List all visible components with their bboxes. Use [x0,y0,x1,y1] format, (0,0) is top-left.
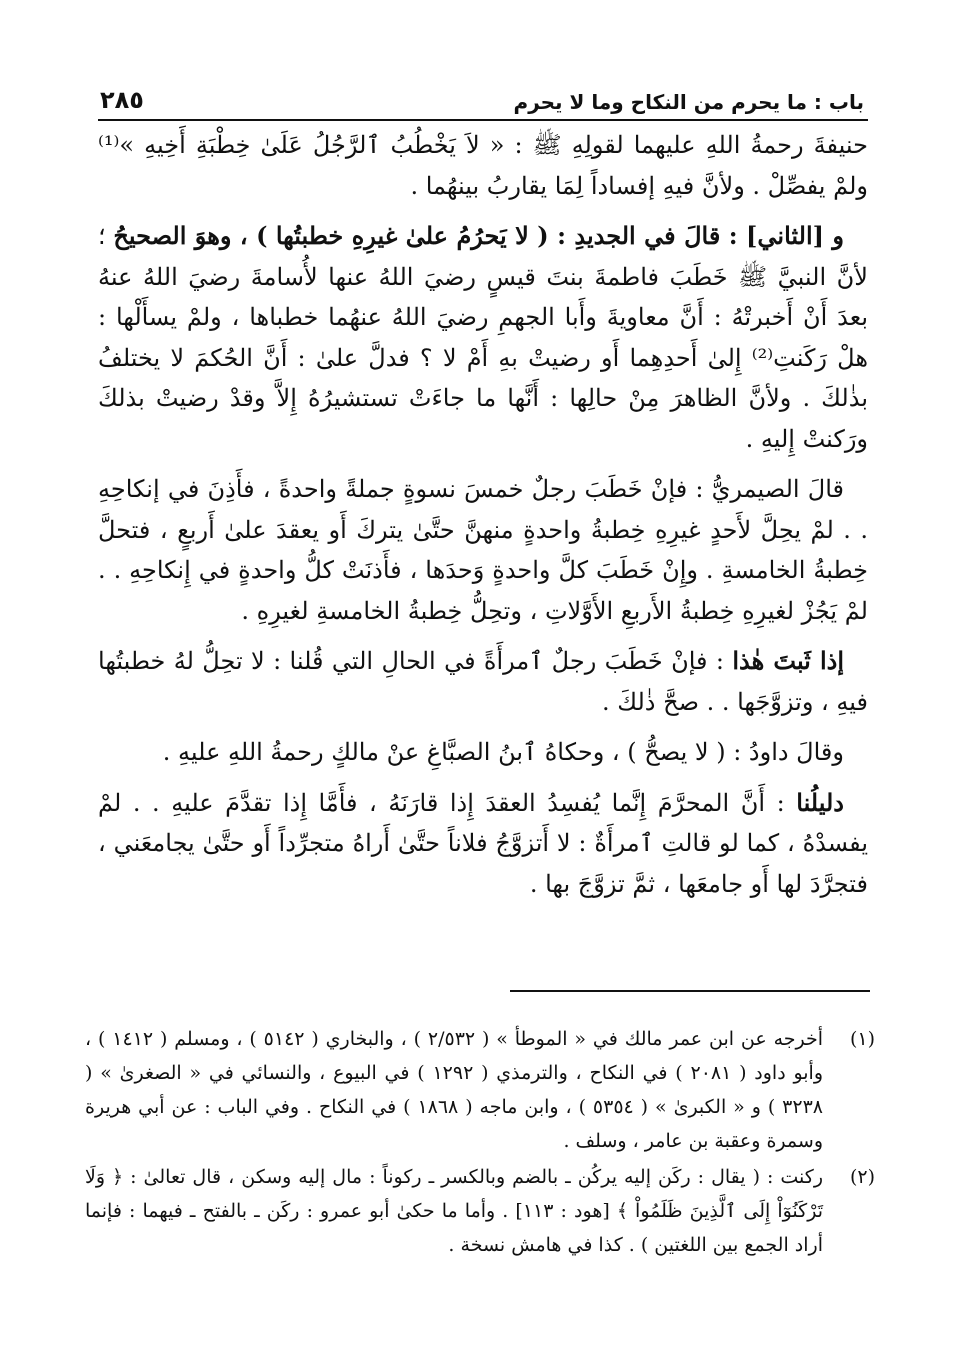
paragraph-4-rest: : فإنْ خَطَبَ رجلٌ ٱمرأَةً في الحالِ التي قُلنا : لا تحِلُّ لهُ خطبتُها فيهِ ، وتزوَّجَها . . صحَّ ذٰلكَ . [98,647,868,716]
paragraph-5: وقالَ داودُ : ( لا يصحُّ ) ، وحكاهُ ٱبنُ الصبَّاغِ عنْ مالكٍ رحمةُ اللهِ عليهِ . [162,738,844,766]
footnote-2 [85,1160,875,1262]
paragraph-6-lead: دليلُنا [796,787,844,817]
header-rule [98,119,868,121]
paragraph-2 [98,216,868,459]
page-header [100,88,864,118]
main-text [98,125,868,914]
paragraph-4-lead: إذا ثَبتَ هٰذا [732,646,844,675]
footnote-1 [85,1022,875,1158]
footnote-1-number: (١) [849,1028,875,1050]
paragraph-2-lead: و [الثاني] : قالَ في الجديدِ : ( لا يَحرُمُ علىٰ غيرِهِ خطبتُها ) ، [231,221,844,250]
paragraph-6-rest: : أَنَّ المحرَّمَ إِنَّما يُفسِدُ العقدَ إِذا قارَنَهُ ، فأَمَّا إِذا تقدَّمَ عليهِ . . لمْ يفسدْهُ ، كما لو قالتِ ٱمرأَةٌ : لا أَتزوَّجُ فلاناً حتَّىٰ أَراهُ متجرِّداً أَو حتَّىٰ يجامعَني ، فتجرَّدَ لها أَو جامعَها ، ثمَّ تزوَّجَ بها . [98,788,868,898]
paragraph-2-rest: ؛ لأنَّ النبيَّ ﷺ خَطَبَ فاطمةَ بنتَ قيسٍ رضيَ اللهُ عنها لأُسامةَ رضيَ اللهُ عنهُ بعدَ أَنْ أَخبرتْهُ : أَنَّ معاويةَ وأَبا الجهمِ رضيَ اللهُ عنهُما خطباها ، ولمْ يسأَلْها : هلْ رَكَنتِ⁽²⁾ إِلىٰ أَحدِهِما أَو رضيتْ بهِ أَمْ لا ؟ فدلَّ علىٰ : أَنَّ الحُكمَ لا يختلفُ بذٰلكَ . ولأنَّ الظاهرَ مِنْ حالِها : أَنَّها ما جاءَتْ تستشيرُهُ إِلاَّ وقدْ رضيتْ بذلكَ ورَكنتْ إِليهِ . [98,222,868,453]
paragraph-3: قالَ الصيمريُّ : فإنْ خَطَبَ رجلٌ خمسَ نسوةٍ جملةً واحدةً ، فأَذِنَ في إنكاحِهِ . . لمْ يحِلَّ لأَحدٍ غيرِهِ خِطبةُ واحدةٍ منهنَّ حتَّىٰ يتركَ أَو يعقدَ علىٰ أَربعٍ ، فتحلَّ خِطبةُ الخامسةِ . وإِنْ خَطَبَ كلَّ واحدةٍ وَحدَها ، فأَذنَتْ كلُّ واحدةٍ في إِنكاحِهِ . . لمْ يَجُزْ لغيرِهِ خِطبةُ الأَربعِ الأَوَّلاتِ ، وتحِلُّ خِطبةُ الخامسةِ لغيرِهِ . [98,475,868,625]
footnote-separator [510,990,870,992]
paragraph-6 [98,783,868,905]
chapter-title: باب : ما يحرم من النكاح وما لا يحرم [513,90,864,114]
footnotes [85,1022,875,1264]
paragraph-4 [98,641,868,722]
page-number: ٢٨٥ [100,86,144,114]
paragraph-1: حنيفةَ رحمةُ اللهِ عليهما لقولِهِ ﷺ : « لاَ يَخْطُبُ ٱلرَّجُلُ عَلَىٰ خِطْبَةِ أَخِيهِ »⁽¹⁾ ولمْ يفصِّلْ . ولأنَّ فيهِ إفساداً لِمَا يقاربُ بينهُما . [98,131,868,200]
footnote-2-number: (٢) [849,1166,875,1188]
footnote-2-text: ركنت : ( يقال : ركَن إليه يركُن ـ بالضم وبالكسر ـ ركوناً : مال إليه وسكن ، قال تعالىٰ : ﴿ وَلَا تَرْكَنُوٓاْ إِلَى ٱلَّذِينَ ظَلَمُواْ ﴾ [هود : ١١٣] . وأما ما حكىٰ أبو عمرو : ركَن ـ بالفتح ـ فيهما : فإنما أراد الجمع بين اللغتين ) . كذا في هامش نسخة . [85,1166,823,1256]
paragraph-2-sahih: وهوَ الصحيحُ [113,221,232,250]
footnote-1-text: أخرجه عن ابن عمر مالك في « الموطأ » ( ٢/٥٣٢ ) ، والبخاري ( ٥١٤٢ ) ، ومسلم ( ١٤١٢ ) ، وأبو داود ( ٢٠٨١ ) في النكاح ، والترمذي ( ١٢٩٢ ) في البيوع ، والنسائي في « الصغرىٰ » ( ٣٢٣٨ ) و « الكبرىٰ » ( ٥٣٥٤ ) ، وابن ماجه ( ١٨٦٨ ) في النكاح . وفي الباب : عن أبي هريرة وسمرة وعقبة بن عامر ، وسلف . [85,1028,824,1152]
